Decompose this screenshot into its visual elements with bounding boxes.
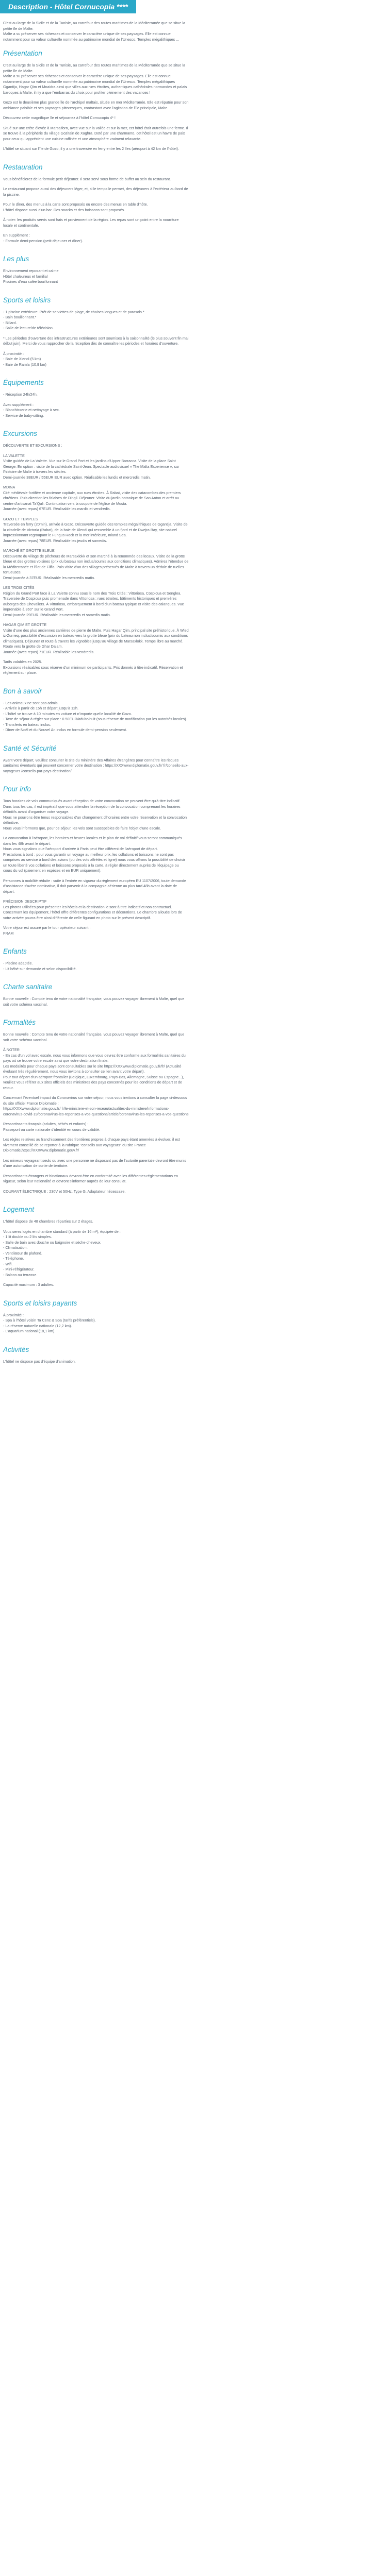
section-heading: Présentation bbox=[3, 49, 42, 57]
section-heading: Bon à savoir bbox=[3, 687, 42, 695]
section-9 bbox=[3, 785, 189, 936]
section-heading: Pour info bbox=[3, 785, 31, 793]
section-paragraph: Capacité maximum : 3 adultes. bbox=[3, 1282, 54, 1287]
section-paragraph: COURANT ÉLECTRIQUE : 230V et 50Hz. Type G. Adaptateur nécessaire. bbox=[3, 1189, 126, 1194]
section-heading: Charte sanitaire bbox=[3, 983, 53, 991]
section-heading: Équipements bbox=[3, 379, 44, 386]
section-paragraph: Vous bénéficierez de la formule petit déjeuner. Il sera servi sous forme de buffet au sein du restaurant. bbox=[3, 176, 171, 181]
section-paragraph: Bonne nouvelle : Compte tenu de votre nationalité française, vous pouvez voyager librement à Malte, quel que soit votre schéma vaccinal. bbox=[3, 1032, 186, 1042]
section-15 bbox=[3, 1346, 189, 1365]
section-5 bbox=[3, 379, 189, 418]
section-paragraph: À NOTER - En cas d'un vol avec escale, nous vous informons que vous devrez être conforme aux formalités sanitaires du pays où se trouve votre escale ainsi que votre destination finale. Les modalités pour chaque pays sont consultables sur le site https://XXXwww.diplomatie.gouv.fr/fr/ (Actualité évoluant très régulièrement, nous vous invitons à consulter ce lien avant votre départ). Pour tout départ d'un aéroport frontalier (Belgique, Luxembourg, Pays-Bas, Allemagne, Suisse ou Espagne...), veuillez vous référer aux sites officiels des ministères des pays concernés pour les conditions de départ et de retour. bbox=[3, 1047, 186, 1090]
section-paragraph: Gozo est le deuxième plus grande île de l'archipel maltais, située en mer Méditerranée. Elle est réputée pour son ambiance paisible et ses paysages pittoresques, contrastant avec l'agitation de l'île principale, Malte. bbox=[3, 100, 190, 110]
section-paragraph: À proximité : - Spa à l'hôtel voisin Ta Cenc & Spa (tarifs préférentiels). - La réserve naturelle nationale (12,2 km). - L'aquarium national (18,1 km). bbox=[3, 1312, 96, 1333]
section-paragraph: - Les animaux ne sont pas admis. - Arrivée à partir de 15h et départ jusqu'à 12h. - L'hôtel se trouve à 10 minutes en voiture et n'importe quelle localité de Gozo. - Taxe de séjour à régler sur place : 0.50EUR/adulte/nuit (sous réserve de modification par les autorités locales). - Transferts en bateau inclus. - Dîner de Noël et du Nouvel An inclus en formule demi-pension seulement. bbox=[3, 700, 187, 732]
section-7 bbox=[3, 687, 189, 733]
section-paragraph: Votre séjour est assuré par le tour opérateur suivant : FRAM bbox=[3, 925, 91, 936]
section-paragraph: GOZO ET TEMPLES Traversée en ferry (20min), arrivée à Gozo. Découverte guidée des temples mégalithiques de Ggantija. Visite de la citadelle de Victoria (Rabat), de la baie de Xlendi qui ressemble à un fjord et de Dwejra Bay, site naturel impressionnant regroupant le Fungus Rock et la mer intérieure, Inland Sea. Journée (avec repas) 78EUR. Réalisable les jeudis et samedis. bbox=[3, 516, 188, 543]
section-paragraph: * Les périodes d'ouverture des infrastructures extérieures sont soumises à la saisonnalité (le plus souvent fin mai début juin). Merci de vous rapprocher de la réception dès de connaître les périodes et horaires d'ouverture. bbox=[3, 335, 190, 346]
description-content bbox=[3, 21, 189, 1369]
section-paragraph: - Piscine adaptée. - Lit bébé sur demande et selon disponibilité. bbox=[3, 961, 77, 971]
section-paragraph: C'est au large de la Sicile et de la Tunisie, au carrefour des routes maritimes de la Méditerranée que se situe la petite île de Malte. Malte a su préserver ses richesses et conserver le caractère unique de ses paysages. Elle est connue notamment pour sa valeur culturelle nommée au patrimoine mondial de l'Unesco. Temples mégalithiques ... bbox=[3, 21, 185, 42]
section-10 bbox=[3, 947, 189, 972]
section-paragraph: LES TROIS CITÉS Région du Grand Port face à La Valette connu sous le nom des Trois Cités : Vittoriosa, Cospicua et Senglea. Traversée de Cospicua puis promenade dans Vittoriosa : rues étroites, bâtiments historiques et premières auberges des Chevaliers. À Vittoriosa, embarquement à bord d'un bateau typique et visite des calanques. Vue imprenable à 360° sur le Grand Port. Demi-journée 29EUR. Réalisable les mercredis et samedis matin. bbox=[3, 585, 184, 617]
section-paragraph: À noter: les produits servis sont frais et proviennent de la région. Les repas sont un point entre la nourriture locale et continentale. bbox=[3, 217, 180, 228]
section-paragraph: L'hôtel ne dispose pas d'équipe d'animation. bbox=[3, 1359, 76, 1364]
section-4 bbox=[3, 296, 189, 368]
section-paragraph: À proximité : - Baie de Xlendi (5 km) - Baie de Ramla (10,9 km) bbox=[3, 351, 46, 367]
section-paragraph: Pour le dîner, des menus à la carte sont proposés ou encore des menus en table d'hôte. L'hôtel dispose aussi d'un bar. Des snacks et des boissons sont proposés. bbox=[3, 202, 148, 212]
section-heading: Logement bbox=[3, 1206, 35, 1213]
section-paragraph: MDINA Cité médiévale fortifiée et ancienne capitale, aux rues étroites. À Rabat, visite des catacombes des premiers chrétiens. Puis direction les falaises de Dingli. Déjeuner. Visite du jardin botanique de San Anton et arrêt au centre d'artisanat Ta'Qali. Continuation vers la coupole de l'église de Mosta. Journée (avec repas) 67EUR. Réalisable les mardis et vendredis. bbox=[3, 485, 181, 511]
section-1 bbox=[3, 49, 189, 152]
section-heading: Restauration bbox=[3, 163, 43, 171]
section-2 bbox=[3, 163, 189, 244]
page-title: Description - Hôtel Cornucopia **** bbox=[8, 3, 128, 11]
section-paragraph: L'hôtel se situant sur l'île de Gozo, il y a une traversée en ferry entre les 2 îles (aéroport à 42 km de l'hôtel). bbox=[3, 146, 179, 151]
section-paragraph: Concernant l'éventuel impact du Coronavirus sur votre séjour, nous vous invitons à consulter la page ci-dessous du site officiel France Diplomatie : https://XXXwww.diplomatie.gouv.fr/ fr/le-ministere-et-son-reseau/actualites-du-ministere/informations-coronavirus-covid-19/coronavirus-les-reponses-a-vos-questions/article/coronavirus-les-reponses-a-vos-questions bbox=[3, 1095, 189, 1116]
title-banner bbox=[0, 0, 136, 13]
section-paragraph: Environnement reposant et calme Hôtel chaleureux et familial Piscines d'eau salée bouillonnant bbox=[3, 268, 59, 284]
section-paragraph: Avec supplément : - Blanchisserie et nettoyage à sec. - Service de baby-sitting. bbox=[3, 402, 60, 418]
section-paragraph: Ressortissants étrangers et binationaux devront être en conformité avec les différentes réglementations en vigueur, selon leur nationalité et devront s'informer auprès de leur consulat. bbox=[3, 1173, 180, 1183]
section-paragraph: Situé sur une crête élevée à Marsalforn, avec vue sur la vallée et sur la mer, cet hôtel était autrefois une ferme. Il se trouve à la périphérie du village Gozitain de Xagħra. Doté par une charmante, cet hôtel est un havre de paix pour ceux qui apprécient une cuisine raffinée et une atmosphère vraiment relaxante. bbox=[3, 125, 189, 141]
section-14 bbox=[3, 1299, 189, 1334]
section-paragraph: C'est au large de la Sicile et de la Tunisie, au carrefour des routes maritimes de la Méditerranée que se situe la petite île de Malte. Malte a su préserver ses richesses et conserver le caractère unique de ses paysages. Elle est connue notamment pour sa valeur culturelle nommée au patrimoine mondial de l'Unesco. Temples mégalithiques Ggantija, Hagar Qim et Mnaidra ainsi que villes aux rues étroites, authentiques cathédrales normandes et palais baroques à Malte, il n'y a que l'embarras du choix pour profiter pleinement des vacances ! bbox=[3, 63, 187, 95]
section-paragraph: Personnes à mobilité réduite : suite à l'entrée en vigueur du règlement européen EU 1107/2006, toute demande d'assistance s'avère nominative, il doit parvenir à la compagnie aérienne au plus tard 48h avant la date de départ. bbox=[3, 878, 187, 894]
section-paragraph: Les mineurs voyageant seuls ou avec une personne ne disposant pas de l'autorité parentale devront être munis d'une autorisation de sortie de territoire. bbox=[3, 1158, 187, 1168]
section-8 bbox=[3, 744, 189, 774]
section-paragraph: Ressortissants français (adultes, bébés et enfants) : Passeport ou carte nationale d'identité en cours de validité. bbox=[3, 1122, 100, 1132]
section-heading: Les plus bbox=[3, 255, 29, 263]
section-6 bbox=[3, 430, 189, 676]
section-13 bbox=[3, 1206, 189, 1288]
section-paragraph: Les règles relatives au franchissement des frontières propres à chaque pays étant amenées à évoluer, il est vivement conseillé de se reporter à la rubrique "conseils aux voyageurs" du site France Diplomatie,https://XXXwww.diplomatie.gouv.fr/ bbox=[3, 1137, 181, 1153]
section-paragraph: L'hôtel dispose de 48 chambres réparties sur 2 étages. bbox=[3, 1219, 93, 1224]
section-12 bbox=[3, 1019, 189, 1194]
section-paragraph: - 1 piscine extérieure. Prêt de serviettes de plage, de chaises longues et de parasols.* - Bain bouillonnant.* - Billard. - Salle de lecture/de télévision. bbox=[3, 309, 144, 330]
section-heading: Santé et Sécurité bbox=[3, 744, 57, 752]
section-paragraph: Avant votre départ, veuillez consulter le site du ministère des Affaires étrangères pour connaître les risques sanitaires éventuels qui peuvent concerner votre destination : https://XXXwww.diplomatie.gouv.fr/ fr/conseils-aux-voyageurs /conseils-par-pays-destination/ bbox=[3, 757, 189, 773]
section-0 bbox=[3, 21, 189, 42]
section-heading: Excursions bbox=[3, 430, 38, 437]
section-paragraph: - Réception 24h/24h. bbox=[3, 392, 38, 397]
section-heading: Formalités bbox=[3, 1019, 36, 1026]
section-paragraph: Découvrez cette magnifique île et séjournez à l'hôtel Cornucopia 4* ! bbox=[3, 115, 116, 120]
section-heading: Activités bbox=[3, 1345, 29, 1353]
section-11 bbox=[3, 983, 189, 1007]
section-heading: Sports et loisirs bbox=[3, 296, 51, 304]
section-paragraph: Tarifs valables en 2025. Excursions réalisables sous réserve d'un minimum de participants. Prix donnés à titre indicatif. Réservation et règlement sur place. bbox=[3, 659, 183, 675]
section-paragraph: LA VALETTE Visite guidée de La Valette. Vue sur le Grand Port et les jardins d'Upper Barracca. Visite de la place Saint George. En option : visite de la cathédrale Saint-Jean. Spectacle audiovisuel « The Malta Experience », sur l'histoire de Malte à travers les siècles. Demi-journée 38EUR / 55EUR EUR avec option. Réalisable les lundis et mercredis matin. bbox=[3, 453, 180, 480]
section-3 bbox=[3, 255, 189, 285]
section-paragraph: Bonne nouvelle : Compte tenu de votre nationalité française, vous pouvez voyager librement à Malte, quel que soit votre schéma vaccinal. bbox=[3, 996, 186, 1007]
section-paragraph: Tous horaires de vols communiqués avant réception de votre convocation ne peuvent être qu'à titre indicatif. Dans tous les cas, il est impératif que vous attendiez la réception de la convocation comprenant les horaires définitifs avant d'organiser votre voyage. Nous ne pourrons être tenus responsables d'un changement d'horaires entre votre réservation et la convocation définitive. Nous vous informons que, pour ce séjour, les vols sont susceptibles de faire l'objet d'une escale. bbox=[3, 799, 187, 831]
section-paragraph: Vous serez logés en chambre standard (à partir de 16 m²), équipée de : - 1 lit double ou 2 lits simples. - Salle de bain avec douche ou baignoire et sèche-cheveux. - Climatisation. - Ventilateur de plafond. - Téléphone. - Wifi. - Mini-réfrigérateur. - Balcon ou terrasse. bbox=[3, 1229, 121, 1277]
section-paragraph: PRÉCISION DESCRIPTIF Les photos utilisées pour présenter les hôtels et la destination le sont à titre indicatif et non contractuel. Concernant les équipement, l'hôtel offre différentes configurations et décorations. Le chambre allouée lors de votre arrivée pourra être ainsi différente de celle figurant en photo sur le présent descriptif. bbox=[3, 899, 182, 920]
section-paragraph: Le restaurant propose aussi des déjeuners léger, et, si le temps le permet, des déjeuners à l'extérieur au bord de la piscine. bbox=[3, 187, 189, 197]
section-heading: Enfants bbox=[3, 947, 27, 955]
section-heading: Sports et loisirs payants bbox=[3, 1299, 77, 1307]
section-paragraph: MARCHÉ ET GROTTE BLEUE Découverte du village de pêcheurs de Marsaxlokk et son marché à la renommée des locaux. Visite de la grotte bleue et des grottes voisines (prix du bateau non inclus/soumis aux conditions climatiques). Admirez l'étendue de la Méditerranée et l'îlot de Filfla. Puis visite d'un des villages préservés de Malte à travers un dédale de ruelles tortueuses. Demi-journée à 37EUR. Réalisable les mercredis matin. bbox=[3, 548, 189, 580]
section-paragraph: DÉCOUVERTE ET EXCURSIONS : bbox=[3, 443, 62, 448]
section-paragraph: En supplément : - Formule demi-pension (petit déjeuner et dîner). bbox=[3, 233, 83, 243]
section-paragraph: La convocation à l'aéroport, les horaires et heures locales et le plan de vol définitif vous seront communiqués dans les 48h avant le départ. Nous vous signalons que l'aéroport d'arrivée à Paris peut être différent de l'aéroport de départ. Prestations à bord : pour vous garantir un voyage au meilleur prix, les collations et boissons ne sont pas comprises au service à bord des avions (ou des vols affrétés et ligne) nous vous offrons la possibilité de choisir un toute liberté vos collations et boissons proposés à la carte, à régler directement auprès de l'équipage ou cours du vol (paiement en espèces et en EUR uniquement). bbox=[3, 836, 185, 873]
section-paragraph: HAGAR QIM ET GROTTE Visite d'une des plus anciennes carrières de pierre de Malte. Puis Hagar Qim, principal site préhistorique. À Wied iż-Żurrieq, possibilité d'excursion en bateau vers la grotte bleue (prix du bateau non inclus/soumis aux conditions climatiques). Déjeuner et route à travers les vignobles jusqu'au village de Marsaxlokk. Temps libre au marché. Route vers la grotte de Ghar Dalam. Journée (avec repas) 71EUR. Réalisable les vendredis. bbox=[3, 622, 189, 654]
